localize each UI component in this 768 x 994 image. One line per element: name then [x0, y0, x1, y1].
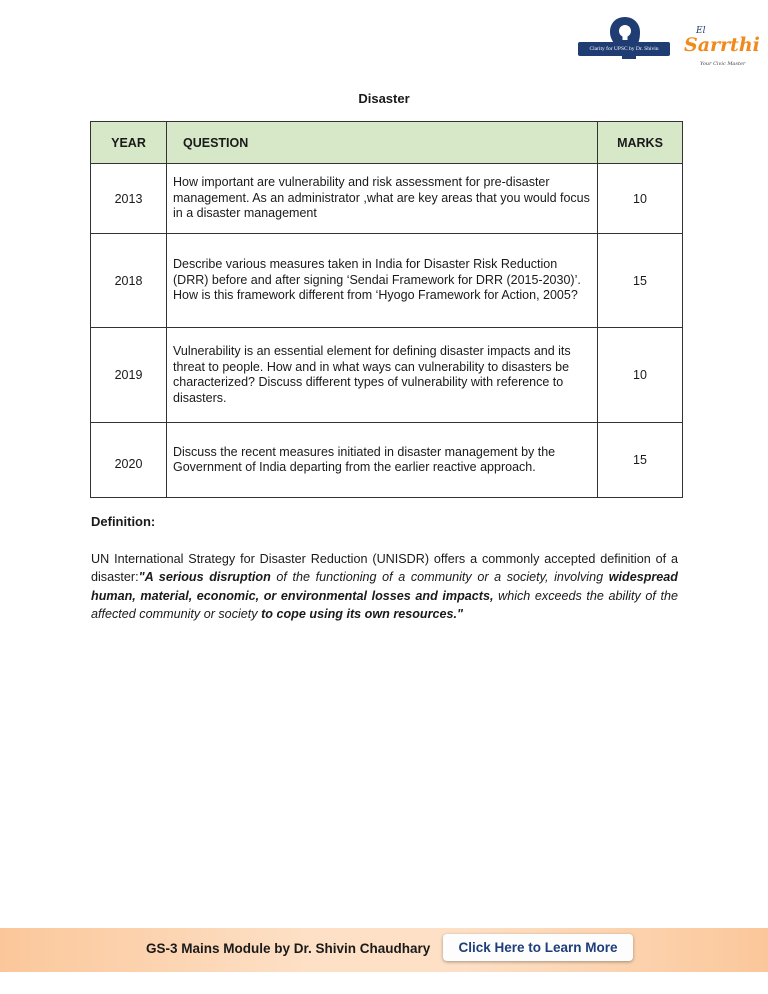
header-question: QUESTION	[167, 122, 598, 164]
row-year: 2013	[91, 164, 167, 234]
definition-paragraph	[91, 550, 678, 623]
definition-quote-3: widespread human, material, economic, or environmental losses and impacts,	[91, 570, 678, 603]
questions-table	[90, 121, 683, 498]
row-question: Describe various measures taken in India for Disaster Risk Reduction (DRR) before and after signing ‘Sendai Framework for DRR (2015-2030)’. How is this framework different from ‘Hyogo Framework for Action, 2005?	[167, 234, 598, 328]
table-row	[91, 164, 683, 234]
sarrthi-logo-name: Sarrthi	[684, 34, 760, 56]
sarrthi-logo-tagline: Your Civic Master	[700, 61, 746, 67]
definition-quote-4: which exceeds the ability of the affected community or society	[91, 588, 678, 621]
page-title: Disaster	[358, 91, 410, 106]
footer-banner	[0, 928, 768, 972]
definition-intro: UN International Strategy for Disaster Reduction (UNISDR) offers a commonly accepted definition of a disaster:	[91, 552, 678, 585]
table-row	[91, 234, 683, 328]
row-question: Vulnerability is an essential element for defining disaster impacts and its threat to people. How and in what ways can vulnerability to disasters be characterized? Discuss different types of vulnerability with reference to disasters.	[167, 328, 598, 423]
definition-quote-5: to cope using its own resources."	[261, 606, 464, 621]
row-marks: 15	[598, 423, 683, 498]
table-row	[91, 328, 683, 423]
footer-text: GS-3 Mains Module by Dr. Shivin Chaudhary	[146, 941, 431, 956]
row-question: How important are vulnerability and risk assessment for pre-disaster management. As an administrator ,what are key areas that you would focus in a disaster management	[167, 164, 598, 234]
table-row	[91, 423, 683, 498]
sarrthi-logo-prefix: El	[696, 26, 706, 36]
row-year: 2019	[91, 328, 167, 423]
row-year: 2020	[91, 423, 167, 498]
row-marks: 15	[598, 234, 683, 328]
row-question: Discuss the recent measures initiated in disaster management by the Government of India departing from the earlier reactive approach.	[167, 423, 598, 498]
clarity-logo	[578, 16, 670, 68]
sarrthi-logo	[682, 24, 760, 72]
header-marks: MARKS	[598, 122, 683, 164]
row-year: 2018	[91, 234, 167, 328]
definition-heading: Definition:	[91, 514, 156, 529]
definition-quote-2: of the functioning of a community or a society, involving	[270, 570, 609, 585]
learn-more-button[interactable]: Click Here to Learn More	[443, 934, 633, 961]
row-marks: 10	[598, 328, 683, 423]
clarity-logo-text: Clarity for UPSC by Dr. Shivin	[578, 42, 670, 56]
definition-quote-1: "A serious disruption	[138, 570, 271, 585]
table-header-row	[91, 122, 683, 164]
header-year: YEAR	[91, 122, 167, 164]
row-marks: 10	[598, 164, 683, 234]
